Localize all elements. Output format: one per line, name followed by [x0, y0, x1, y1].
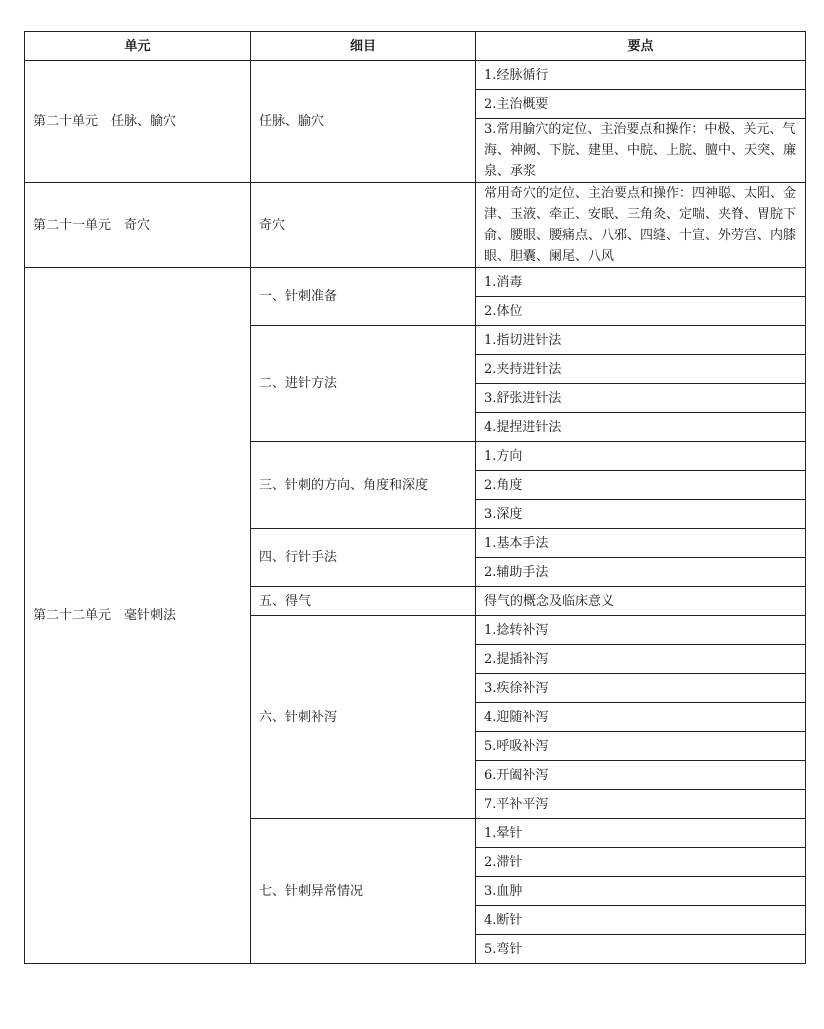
keypoint-cell: 3.血肿 — [476, 877, 806, 906]
keypoint-cell: 4.断针 — [476, 906, 806, 935]
subitem-cell: 七、针刺异常情况 — [251, 819, 476, 964]
table-row — [25, 61, 806, 90]
keypoint-cell: 3.疾徐补泻 — [476, 674, 806, 703]
unit-cell: 第二十单元 任脉、腧穴 — [25, 61, 251, 183]
keypoint-cell: 1.晕针 — [476, 819, 806, 848]
keypoint-cell: 2.主治概要 — [476, 90, 806, 119]
keypoint-cell: 2.体位 — [476, 297, 806, 326]
keypoint-cell: 4.提捏进针法 — [476, 413, 806, 442]
unit-cell: 第二十一单元 奇穴 — [25, 183, 251, 268]
keypoint-cell: 2.辅助手法 — [476, 558, 806, 587]
keypoint-cell: 3.舒张进针法 — [476, 384, 806, 413]
keypoint-cell: 4.迎随补泻 — [476, 703, 806, 732]
table-row — [25, 183, 806, 268]
keypoint-cell: 7.平补平泻 — [476, 790, 806, 819]
keypoint-cell: 5.呼吸补泻 — [476, 732, 806, 761]
subitem-cell: 二、进针方法 — [251, 326, 476, 442]
keypoint-cell: 3.深度 — [476, 500, 806, 529]
syllabus-table — [24, 31, 806, 964]
syllabus-body — [25, 61, 806, 964]
table-row — [25, 268, 806, 297]
subitem-cell: 四、行针手法 — [251, 529, 476, 587]
subitem-cell: 三、针刺的方向、角度和深度 — [251, 442, 476, 529]
subitem-cell: 六、针刺补泻 — [251, 616, 476, 819]
header-unit: 单元 — [25, 32, 251, 61]
keypoint-cell: 1.经脉循行 — [476, 61, 806, 90]
subitem-cell: 任脉、腧穴 — [251, 61, 476, 183]
keypoint-cell: 2.角度 — [476, 471, 806, 500]
keypoint-cell: 得气的概念及临床意义 — [476, 587, 806, 616]
keypoint-cell: 2.滞针 — [476, 848, 806, 877]
keypoint-cell: 5.弯针 — [476, 935, 806, 964]
keypoint-cell: 1.方向 — [476, 442, 806, 471]
keypoint-cell: 常用奇穴的定位、主治要点和操作：四神聪、太阳、金津、玉液、牵正、安眠、三角灸、定喘、夹脊、胃脘下俞、腰眼、腰痛点、八邪、四缝、十宣、外劳宫、内膝眼、胆囊、阑尾、八风 — [476, 183, 806, 268]
keypoint-cell: 6.开阖补泻 — [476, 761, 806, 790]
keypoint-cell: 1.捻转补泻 — [476, 616, 806, 645]
header-subitem: 细目 — [251, 32, 476, 61]
unit-cell: 第二十二单元 毫针刺法 — [25, 268, 251, 964]
keypoint-cell: 2.提插补泻 — [476, 645, 806, 674]
subitem-cell: 五、得气 — [251, 587, 476, 616]
keypoint-cell: 1.指切进针法 — [476, 326, 806, 355]
header-row — [25, 32, 806, 61]
keypoint-cell: 2.夹持进针法 — [476, 355, 806, 384]
subitem-cell: 奇穴 — [251, 183, 476, 268]
keypoint-cell: 3.常用腧穴的定位、主治要点和操作：中极、关元、气海、神阙、下脘、建里、中脘、上脘、膻中、天突、廉泉、承浆 — [476, 119, 806, 183]
keypoint-cell: 1.消毒 — [476, 268, 806, 297]
subitem-cell: 一、针刺准备 — [251, 268, 476, 326]
keypoint-cell: 1.基本手法 — [476, 529, 806, 558]
header-keypoint: 要点 — [476, 32, 806, 61]
